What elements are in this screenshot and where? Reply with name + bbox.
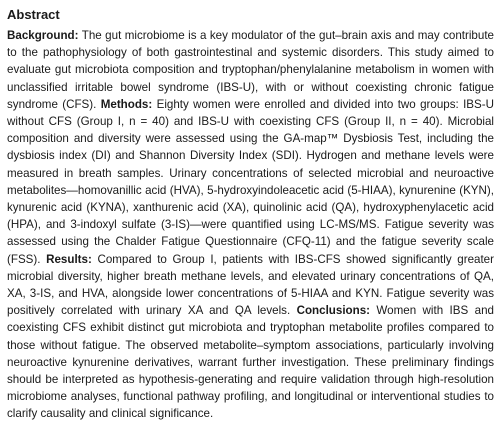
abstract-body [7,27,494,423]
results-label: Results: [46,252,92,266]
results-text: Compared to Group I, patients with IBS-CFS showed significantly greater microbial diversity, higher breath methane levels, and elevated urinary concentrations of QA, XA, 3-IS, and HVA, alongside lower concentrations of 5-HIAA and KYN. Fatigue severity was positively correlated with urinary XA and QA levels. [7,252,494,318]
background-label: Background: [7,29,79,42]
methods-text: Eighty women were enrolled and divided into two groups: IBS-U without CFS (Group I, n = 40) and IBS-U with coexisting CFS (Group II, n = 40). Microbial composition and diversity were assessed using the GA-map™ Dysbiosis Test, including the dysbiosis index (DI) and Shannon Diversity Index (SDI). Hydrogen and methane levels were measured in breath samples. Urinary concentrations of selected microbial and neuroactive metabolites—homovanillic acid (HVA), 5-hydroxyindoleacetic acid (5-HIAA), kynurenine (KYN), kynurenic acid (KYNA), xanthurenic acid (XA), quinolinic acid (QA), hydroxyphenylacetic acid (HPA), and 3-indoxyl sulfate (3-IS)—were quantified using LC-MS/MS. Fatigue severity was assessed using the Chalder Fatigue Questionnaire (CFQ-11) and the fatigue severity scale (FSS). [7,97,494,266]
conclusions-label: Conclusions: [296,304,371,318]
background-text: The gut microbiome is a key modulator of the gut–brain axis and may contribute to the pathophysiology of both gastrointestinal and systemic disorders. This study aimed to evaluate gut microbiota composition and tryptophan/phenylalanine metabolism in women with unclassified irritable bowel syndrome (IBS-U), with or without coexisting chronic fatigue syndrome (CFS). [7,29,494,111]
abstract-heading: Abstract [7,7,60,22]
conclusions-text: Women with IBS and coexisting CFS exhibit distinct gut microbiota and tryptophan metabolite profiles compared to those without fatigue. The observed metabolite–symptom associations, particularly involving neuroactive kynurenine derivatives, warrant further investigation. These preliminary findings should be interpreted as hypothesis-generating and require validation through high-resolution microbiome analyses, functional pathway profiling, and longitudinal or interventional studies to clarify causality and clinical significance. [7,304,494,421]
methods-label: Methods: [100,97,153,111]
